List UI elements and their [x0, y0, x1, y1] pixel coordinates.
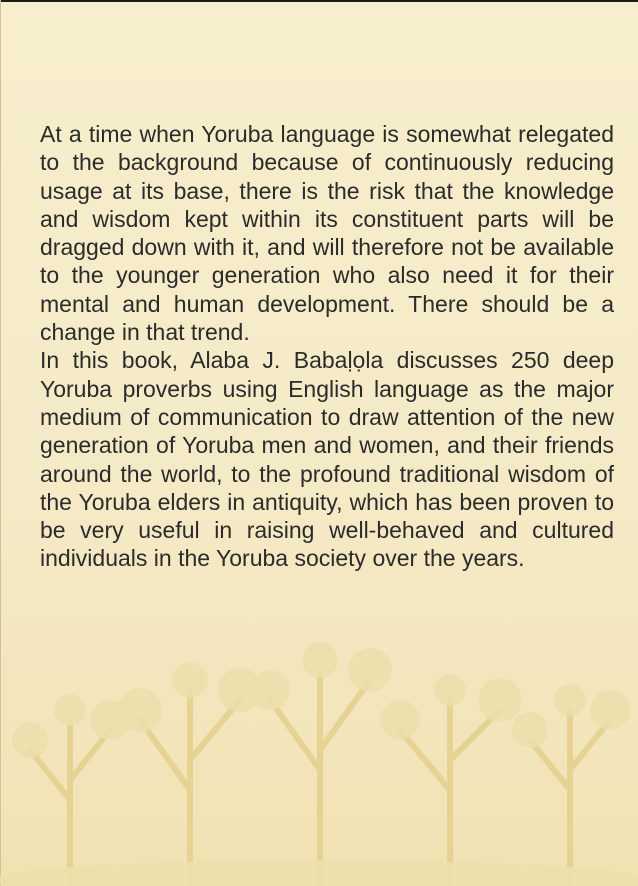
top-border [0, 0, 638, 2]
blurb-paragraph-1: At a time when Yoruba language is somewhat relegated to the background because of continuously reducing usage at its base, there is the risk that the knowledge and wisdom kept within its constituent parts will be dragged down with it, and will therefore not be available to the younger generation who also need it for their mental and human development. There should be a change in that trend. [40, 121, 614, 346]
blurb-paragraph-2: In this book, Alaba J. Babaḷọla discusses 250 deep Yoruba proverbs using English language as the major medium of communication to draw attention of the new generation of Yoruba men and women, and their friends around the world, to the profound traditional wisdom of the Yoruba elders in antiquity, which has been proven to be very useful in raising well-behaved and cultured individuals in the Yoruba society over the years. [40, 347, 614, 572]
tree-silhouettes-icon [0, 600, 638, 886]
blurb-text [40, 120, 614, 573]
